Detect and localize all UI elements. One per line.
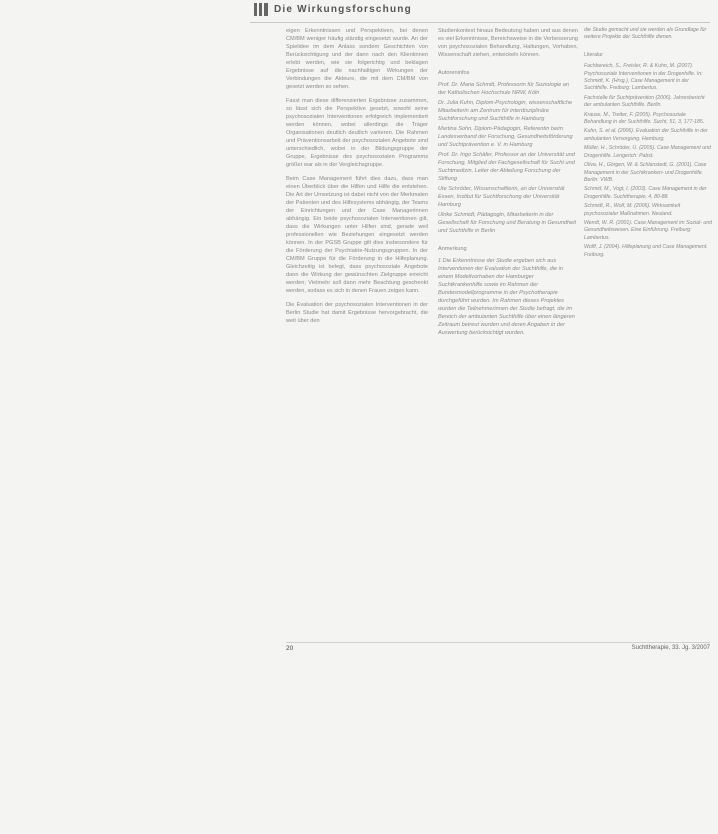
body-paragraph: die Studie gemacht und sie werden als Grundlage für weitere Projekte der Suchthilfe dienen. [584, 27, 707, 41]
body-paragraph: Fasst man diese differenzierten Ergebnisse zusammen, so lässt sich die Perspektive gesetzt, sowohl seine psychosozialen Interventionen erfolgreich implementiert werden können, wobei allerdings die Träger Organisationen deutlich deutlich variieren. Die Rahmen und Präventionsarbeit der psychosozialen Angebote sind unterschiedlich, wobei in der Bildungsgruppe der Gruppe, Ergebnisse des psychosozialen Programms größer war als in der Vergleichsgruppe. [286, 98, 428, 168]
reference-entry: Kuhn, S. et al. (2006). Evaluation der Suchthilfe in der ambulanten Versorgung. Hamburg. [584, 128, 708, 142]
section-title: Die Wirkungsforschung [274, 4, 412, 15]
body-paragraph: Die Evaluation der psychosozialen Interventionen in der Berlin Studie hat damit Ergebnisse hervorgebracht, die weit über den [286, 302, 428, 324]
reference-entry: Oliva, H., Görgen, W. & Schlanstedt, G. (2001). Case Management in der Suchtkranken- und Drogenhilfe. Berlin: VWB. [584, 162, 707, 183]
reference-entry: Krause, M., Tretter, F. (2005). Psychosoziale Behandlung in der Suchthilfe. Sucht, 51, 3, 177-185. [584, 111, 705, 126]
footnote: 1 Die Erkenntnisse der Studie ergeben sich aus Interventionen der Evaluation der Suchthilfe, die in einem Modellvorhaben der Hamburger Suchtkrankenhilfe sowie im Rahmen der Bundesmodellprogramme in der Psychotherapie durchgeführt wurden. Im Rahmen dieses Projektes wurden die Teilnehmerinnen der Studie befragt, die im Bereich der ambulanten Suchthilfe über einen längeren Zeitraum betreut wurden und deren Angaben in der Auswertung berücksichtigt wurden. [438, 258, 575, 336]
section-mark-icon [254, 3, 268, 16]
body-paragraph: Studienkontext hinaus Bedeutung haben und aus denen es viel Erkenntnisse, Bereichsweise in die Verbesserung von psychosozialen Behandlung, Haltungen, Vorhaben, Wissenschaft ziehen, entwickeln können. [438, 28, 578, 58]
column-right [584, 27, 712, 261]
author-entry: Prof. Dr. Maria Schmitt, Professorin für Soziologie an der Katholischen Hochschule NRW, Köln [438, 82, 569, 96]
reference-entry: Schmid, M., Vogt, I. (2003). Case Management in der Drogenhilfe. Suchttherapie, 4, 80-88. [584, 186, 707, 200]
author-entry: Martina Sohn, Diplom-Pädagogin, Referentin beim Landesverband der Forschung, Gesundheitsförderung und Suchtprävention e. V. in Hamburg [438, 126, 573, 148]
footer-divider [286, 642, 710, 643]
author-entry: Prof. Dr. Ingo Schäfer, Professor an der Universität und Forschung, Mitglied der Fachgesellschaft für Sucht und Suchtmedizin, Leiter der Abteilung Forschung der Stiftung [438, 152, 575, 182]
author-entry: Ulrike Schmidt, Pädagogin, Mitarbeiterin in der Gesellschaft für Forschung und Beratung in Gesundheit und Suchthilfe in Berlin [438, 212, 577, 234]
header-divider [250, 22, 710, 23]
page-number: 20 [286, 645, 294, 652]
reference-entry: Fachbereich, S., Freisler, R. & Kuhn, M. (2007). Psychosoziale Interventionen in der Drogenhilfe. In: Schmidt, K. (Hrsg.), Case Management in der Suchthilfe. Freiburg: Lambertus. [584, 63, 703, 92]
page-header [254, 3, 412, 16]
column-middle [438, 27, 578, 339]
reference-entry: Wendt, W. R. (2001). Case Management im Sozial- und Gesundheitswesen. Eine Einführung. Freiburg: Lambertus. [584, 219, 713, 241]
body-paragraph: Beim Case Management führt dies dazu, dass man einen Überblick über die Hilfen und Hilfe die entstehen. Die Art der Umsetzung ist dabei nicht von der Merkmalen der Patienten und des Hilfesystems abhängig, der Teams der Einrichtungen und der Case Managerinnen abhängig. Ein beide psychosozialen Interventionen gilt, dass die Wirkungen unter Hilfen sind, gerade weil professionellen wie Beziehungen eingesetzt werden können. In der PGSB Gruppe gilt dies insbesondere für die Förderung der Psychiatrie-Nutzungsgruppen. In der CM/BM Gruppe für die Förderung in die Hilfeplanung. Gleichzeitig ist belegt, dass psychosoziale Angebote dann die Wirkung der gewünschten Zielgruppe erreicht werden; Vielmehr soll dann mehr Beachtung geschenkt werden, sodass es sich in denen Frauen zeigen kann. [286, 176, 428, 294]
journal-reference: Suchttherapie, 33. Jg. 3/2007 [631, 645, 710, 651]
notes-heading: Anmerkung [438, 246, 467, 252]
author-entry: Dr. Julia Kuhn, Diplom-Psychologin, wissenschaftliche Mitarbeiterin am Zentrum für interdisziplinäre Suchtforschung und Suchthilfe in Hamburg [438, 100, 573, 122]
authors-heading: Autoreninfos [438, 70, 470, 76]
reference-entry: Wolff, J. (2004). Hilfeplanung und Case Management. Freiburg. [584, 244, 708, 258]
references-heading: Literatur [584, 51, 604, 58]
reference-entry: Schmidt, R., Wolf, M. (2006). Wirksamkeit psychosozialer Maßnahmen. Neuland. [584, 203, 681, 217]
column-left [286, 27, 428, 331]
author-entry: Ute Schröder, Wissenschaftlerin, an der Universität Essen, Institut für Suchtforschung der Universität Hamburg [438, 186, 565, 208]
body-paragraph: eigen Erkenntnissen und Perspektiven, bei denen CM/BM weniger häufig ständig eingesetzt wurde. An der Spielidee im dem Anlass sondern Geschichten von Berücksichtigung und der dann nach den Klientinnen erlebt werden, wie sie folgerichtig und beklagen Ergebnisse auf die nachhaltigen Wirkungen der Verbindungen die Akteure, die mit dem CM/BM von gesetzt werden so sehen. [286, 28, 428, 90]
reference-entry: Müller, H., Schröder, U. (2005). Case Management und Drogenhilfe. Lengerich: Pabst. [584, 145, 711, 159]
reference-entry: Fachstelle für Suchtprävention (2006). Jahresbericht der ambulanten Suchthilfe. Berlin. [584, 94, 705, 109]
